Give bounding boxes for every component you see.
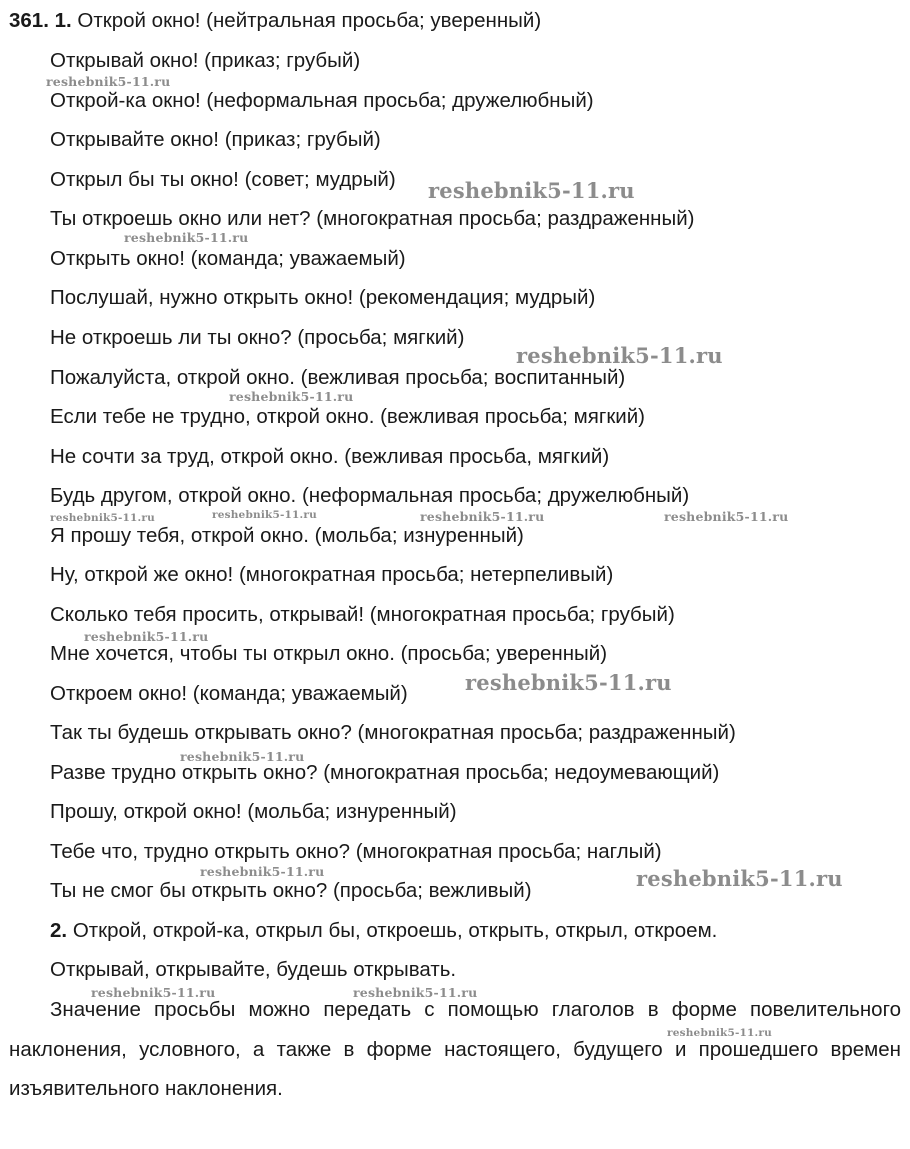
answer-line: Открывай окно! (приказ; грубый) [50, 49, 361, 72]
answer-line: Открыл бы ты окно! (совет; мудрый) [50, 168, 396, 191]
answer-line: Тебе что, трудно открыть окно? (многократная просьба; наглый) [50, 840, 662, 863]
part2-second-line: Открывай, открывайте, будешь открывать. [50, 958, 457, 981]
answer-line: Если тебе не трудно, открой окно. (вежливая просьба; мягкий) [50, 405, 646, 428]
part2-label: 2. [50, 919, 68, 942]
exercise-first-line [9, 9, 541, 33]
answer-line: Сколько тебя просить, открывай! (многократная просьба; грубый) [50, 603, 675, 626]
answer-line: Ты не смог бы открыть окно? (просьба; вежливый) [50, 879, 532, 902]
answer-line: Откроем окно! (команда; уважаемый) [50, 682, 408, 705]
part1-label: 1. [54, 9, 72, 32]
part1-first-text: Открой окно! (нейтральная просьба; уверенный) [77, 9, 542, 32]
watermark: reshebnik5-11.ru [46, 74, 171, 89]
watermark: reshebnik5-11.ru [664, 509, 789, 524]
answer-line: Не сочти за труд, открой окно. (вежливая просьба, мягкий) [50, 445, 610, 468]
watermark: reshebnik5-11.ru [465, 670, 672, 695]
watermark: reshebnik5-11.ru [667, 1027, 772, 1039]
answer-line: Послушай, нужно открыть окно! (рекомендация; мудрый) [50, 286, 596, 309]
answer-line: Открывайте окно! (приказ; грубый) [50, 128, 381, 151]
watermark: reshebnik5-11.ru [200, 864, 325, 879]
watermark: reshebnik5-11.ru [353, 985, 478, 1000]
conclusion-paragraph [9, 990, 901, 1109]
exercise-number: 361. [9, 9, 49, 32]
answer-line: Прошу, открой окно! (мольба; изнуренный) [50, 800, 457, 823]
answer-line: Ты откроешь окно или нет? (многократная просьба; раздраженный) [50, 207, 695, 230]
answer-line: Разве трудно открыть окно? (многократная просьба; недоумевающий) [50, 761, 720, 784]
conclusion-text: Значение просьбы можно передать с помощью глаголов в форме повелительного наклонения, условного, а также в форме настоящего, будущего и прошедшего времен изъявительного наклонения. [9, 998, 901, 1100]
watermark: reshebnik5-11.ru [516, 343, 723, 368]
answer-line: Так ты будешь открывать окно? (многократная просьба; раздраженный) [50, 721, 736, 744]
answer-line: Пожалуйста, открой окно. (вежливая просьба; воспитанный) [50, 366, 626, 389]
watermark: reshebnik5-11.ru [124, 230, 249, 245]
answer-line: Открыть окно! (команда; уважаемый) [50, 247, 406, 270]
answer-line: Открой-ка окно! (неформальная просьба; дружелюбный) [50, 89, 594, 112]
watermark: reshebnik5-11.ru [180, 749, 305, 764]
watermark: reshebnik5-11.ru [428, 178, 635, 203]
watermark: reshebnik5-11.ru [420, 509, 545, 524]
part2-first-line [50, 919, 717, 943]
watermark: reshebnik5-11.ru [50, 512, 155, 524]
watermark: reshebnik5-11.ru [212, 509, 317, 521]
answer-line: Мне хочется, чтобы ты открыл окно. (просьба; уверенный) [50, 642, 608, 665]
watermark: reshebnik5-11.ru [84, 629, 209, 644]
watermark: reshebnik5-11.ru [91, 985, 216, 1000]
answer-line: Я прошу тебя, открой окно. (мольба; изнуренный) [50, 524, 524, 547]
answer-line: Ну, открой же окно! (многократная просьба; нетерпеливый) [50, 563, 614, 586]
answer-line: Не откроешь ли ты окно? (просьба; мягкий) [50, 326, 465, 349]
watermark: reshebnik5-11.ru [636, 866, 843, 891]
watermark: reshebnik5-11.ru [229, 389, 354, 404]
part2-first-text: Открой, открой-ка, открыл бы, откроешь, открыть, открыл, откроем. [72, 919, 718, 942]
answer-line: Будь другом, открой окно. (неформальная просьба; дружелюбный) [50, 484, 690, 507]
